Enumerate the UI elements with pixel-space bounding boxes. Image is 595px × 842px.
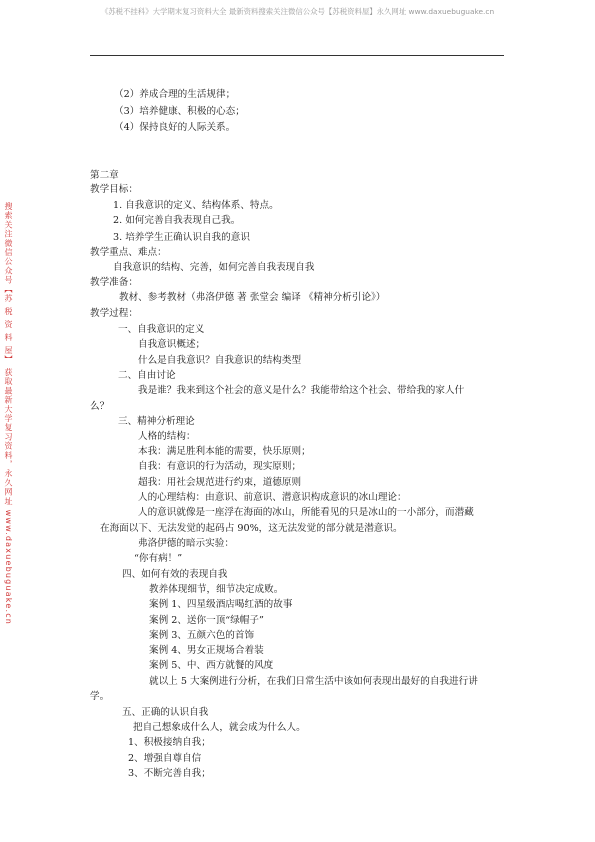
section-label: 教学过程：	[90, 308, 138, 319]
text-line: 人格的结构：	[138, 431, 196, 442]
text-line: （2）养成合理的生活规律；	[114, 89, 236, 100]
text-line: 超我：用社会规范进行约束，道德原则	[138, 477, 302, 488]
text-line: 本我：满足胜利本能的需要，快乐原则；	[138, 446, 311, 457]
text-line: 我是谁？我来到这个社会的意义是什么？我能带给这个社会、带给我的家人什	[138, 385, 465, 396]
outline-heading: 一、自我意识的定义	[118, 324, 205, 335]
section-label: 教学准备：	[90, 277, 138, 288]
list-item: 案例 3、五颜六色的首饰	[149, 630, 255, 641]
list-item: 3. 培养学生正确认识自我的意识	[113, 232, 250, 243]
outline-heading: 四、如何有效的表现自我	[122, 569, 228, 580]
list-item: 案例 5、中、西方就餐的风度	[149, 660, 274, 671]
text-line: 什么是自我意识？自我意识的结构类型	[138, 355, 302, 366]
list-item: 2. 如何完善自我表现自己我。	[113, 215, 241, 226]
list-item: 1. 自我意识的定义、结构体系、特点。	[113, 200, 279, 211]
outline-heading: 五、正确的认识自我	[122, 707, 209, 718]
header-rule	[90, 55, 504, 56]
text-line: 教材、参考教材（弗洛伊德 著 张堂会 编译 《精神分析引论》）	[119, 292, 386, 303]
text-line: 自我意识的结构、完善，如何完善自我表现自我	[113, 262, 315, 273]
outline-heading: 二、自由讨论	[118, 370, 176, 381]
text-line: 弗洛伊德的暗示实验：	[138, 538, 234, 549]
text-line: 把自己想象成什么人，就会成为什么人。	[133, 722, 306, 733]
section-label: 教学目标：	[90, 184, 138, 195]
section-label: 教学重点、难点：	[90, 247, 167, 258]
list-item: 2、增强自尊自信	[128, 753, 202, 764]
text-line: “你有病！”	[134, 553, 183, 564]
text-line: 自我：有意识的行为活动，现实原则；	[138, 461, 302, 472]
text-line: 就以上 5 大案例进行分析，在我们日常生活中该如何表现出最好的自我进行讲	[149, 676, 478, 687]
text-line: 在海面以下、无法发觉的起码占 90%，这无法发觉的部分就是潜意识。	[100, 523, 403, 534]
text-line: 人的心理结构：由意识、前意识、潜意识构成意识的冰山理论：	[138, 492, 407, 503]
text-line: 自我意识概述；	[138, 339, 206, 350]
text-line: 人的意识就像是一座浮在海面的冰山，所能看见的只是冰山的一小部分，而潜藏	[138, 507, 474, 518]
list-item: 3、不断完善自我；	[128, 768, 211, 779]
text-line: 么？	[90, 401, 110, 412]
outline-heading: 三、精神分析理论	[118, 416, 195, 427]
text-line: （3）培养健康、积极的心态；	[114, 106, 245, 117]
list-item: 案例 1、四星级酒店喝红酒的故事	[149, 599, 293, 610]
text-line: 学。	[90, 691, 110, 702]
sidebar-watermark: 搜索关注微信公众号【苏 税 资 料 屋】 获取最新大学复习资料，永久网址 www.daxuebuguake.cn	[4, 202, 13, 626]
text-line: 教养体现细节，细节决定成败。	[149, 584, 284, 595]
list-item: 案例 4、男女正规场合着装	[149, 645, 264, 656]
page-header-watermark: 《苏税不挂科》大学期末复习资料大全 最新资料搜索关注微信公众号【苏税资料屋】永久网址 www.daxuebuguake.cn	[100, 7, 495, 16]
text-line: （4）保持良好的人际关系。	[114, 122, 236, 133]
list-item: 1、积极接纳自我；	[128, 737, 211, 748]
list-item: 案例 2、送你一顶“绿帽子”	[149, 615, 264, 626]
chapter-heading: 第二章	[90, 170, 119, 181]
